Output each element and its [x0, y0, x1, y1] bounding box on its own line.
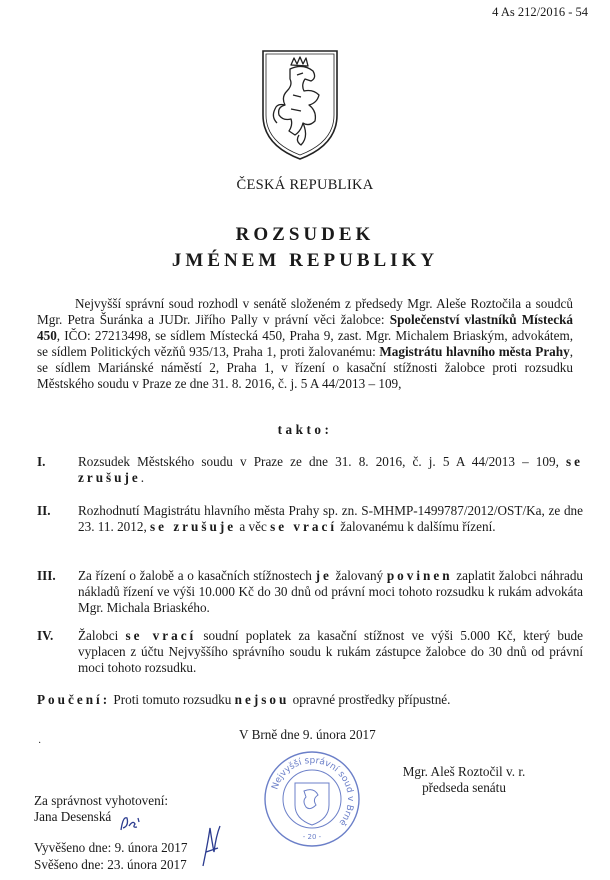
- posted-date: Vyvěšeno dne: 9. února 2017: [34, 840, 188, 855]
- verdict-item: [37, 454, 583, 486]
- item-text: [78, 503, 583, 535]
- removed-date: Svěšeno dne: 23. února 2017: [34, 857, 187, 872]
- instruction-label: Poučení:: [37, 692, 111, 707]
- item-text-part: a věc: [236, 519, 271, 534]
- item-text: [78, 628, 583, 676]
- takto-heading: takto:: [277, 422, 333, 437]
- stamp-text: Nejvyšší správní soud v Brně: [270, 755, 356, 828]
- item-text: [78, 568, 583, 616]
- country-heading: ČESKÁ REPUBLIKA: [236, 177, 374, 193]
- judgment-title: ROZSUDEK: [235, 224, 375, 245]
- item-spaced-text: povinen: [386, 568, 453, 583]
- court-stamp-icon: [262, 749, 362, 849]
- item-spaced-text: se vrací: [125, 628, 197, 643]
- judge-name: Mgr. Aleš Roztočil v. r.: [402, 764, 526, 779]
- correctness-name: Jana Desenská: [34, 809, 112, 824]
- item-number: IV.: [37, 628, 54, 643]
- item-text-part: žalovaný: [331, 568, 387, 583]
- item-text-part: Za řízení o žalobě a o kasačních stížnostech: [78, 568, 316, 583]
- item-text-part: .: [140, 470, 145, 485]
- item-number: II.: [37, 503, 51, 518]
- verdict-item: [37, 628, 583, 676]
- item-text-part: zaplatit žalobci náhradu nákladů řízení ve výši 10.000 Kč do 30 dnů od právní moci tohoto rozsudku k rukám advokáta Mgr. Michala Briaského.: [78, 568, 584, 615]
- correctness-label: Za správnost vyhotovení:: [34, 793, 169, 808]
- verdict-item: [37, 503, 583, 535]
- instruction-paragraph: [37, 692, 583, 708]
- stamp-number: - 20 -: [302, 833, 322, 841]
- verdict-item: [37, 568, 583, 616]
- item-number: I.: [37, 454, 46, 469]
- correctness-block: [34, 793, 168, 825]
- judge-role: předseda senátu: [422, 780, 506, 795]
- judge-block: [400, 764, 528, 796]
- intro-text: , IČO: 27213498, se sídlem Místecká 450, Praha 9, zast. Mgr. Michalem Briaským, advokátem, se sídlem Politických vězňů 935/13, Praha 1, proti žalovanému:: [37, 328, 573, 359]
- initials-signature-icon: [117, 812, 143, 834]
- intro-text: , se sídlem Mariánské náměstí 2, Praha 1, v řízení o kasační stížnosti žalobce proti rozsudku Městského soudu v Praze ze dne 31. 8. 2016, č. j. 5 A 44/2013 – 109,: [37, 344, 573, 391]
- item-text-part: soudní poplatek za kasační stížnost ve výši 5.000 Kč, který bude vyplacen z účtu Nejvyššího správního soudu k rukám zástupce žalobce do 30 dnů od právní moci tohoto rozsudku.: [78, 628, 584, 675]
- item-text-part: Žalobci: [78, 628, 126, 643]
- place-date: V Brně dne 9. února 2017: [239, 727, 376, 742]
- plaintiff-name: Společenství vlastníků Místecká 450: [37, 312, 573, 343]
- item-spaced-text: je: [315, 568, 332, 583]
- case-number: 4 As 212/2016 - 54: [492, 5, 588, 19]
- instruction-text: Proti tomuto rozsudku: [110, 692, 235, 707]
- item-spaced-text: se zrušuje: [78, 454, 583, 485]
- item-text: [78, 454, 583, 486]
- item-text-part: žalovanému k dalšímu řízení.: [336, 519, 496, 534]
- stray-mark: ·: [38, 738, 42, 749]
- defendant-name: Magistrátu hlavního města Prahy: [379, 344, 570, 359]
- instruction-text: opravné prostředky přípustné.: [289, 692, 451, 707]
- handwritten-signature-icon: [198, 822, 224, 870]
- instruction-spaced-text: nejsou: [234, 692, 290, 707]
- intro-paragraph: [37, 296, 573, 392]
- intro-text: Nejvyšší správní soud rozhodl v senátě složeném z předsedy Mgr. Aleše Roztočila a soudců Mgr. Petra Šuránka a JUDr. Jiřího Pally v právní věci žalobce:: [37, 296, 573, 327]
- item-spaced-text: se zrušuje: [150, 519, 237, 534]
- item-text-part: Rozhodnutí Magistrátu hlavního města Prahy sp. zn. S-MHMP-1499787/2012/OST/Ka, ze dne 23. 11. 2012,: [78, 503, 583, 534]
- item-text-part: Rozsudek Městského soudu v Praze ze dne 31. 8. 2016, č. j. 5 A 44/2013 – 109,: [78, 454, 566, 469]
- state-emblem-lion-icon: [257, 45, 343, 163]
- item-spaced-text: se vrací: [270, 519, 337, 534]
- judgment-subtitle: JMÉNEM REPUBLIKY: [171, 250, 439, 271]
- svg-text:Nejvyšší správní soud v Brně: [270, 756, 355, 828]
- item-number: III.: [37, 568, 56, 583]
